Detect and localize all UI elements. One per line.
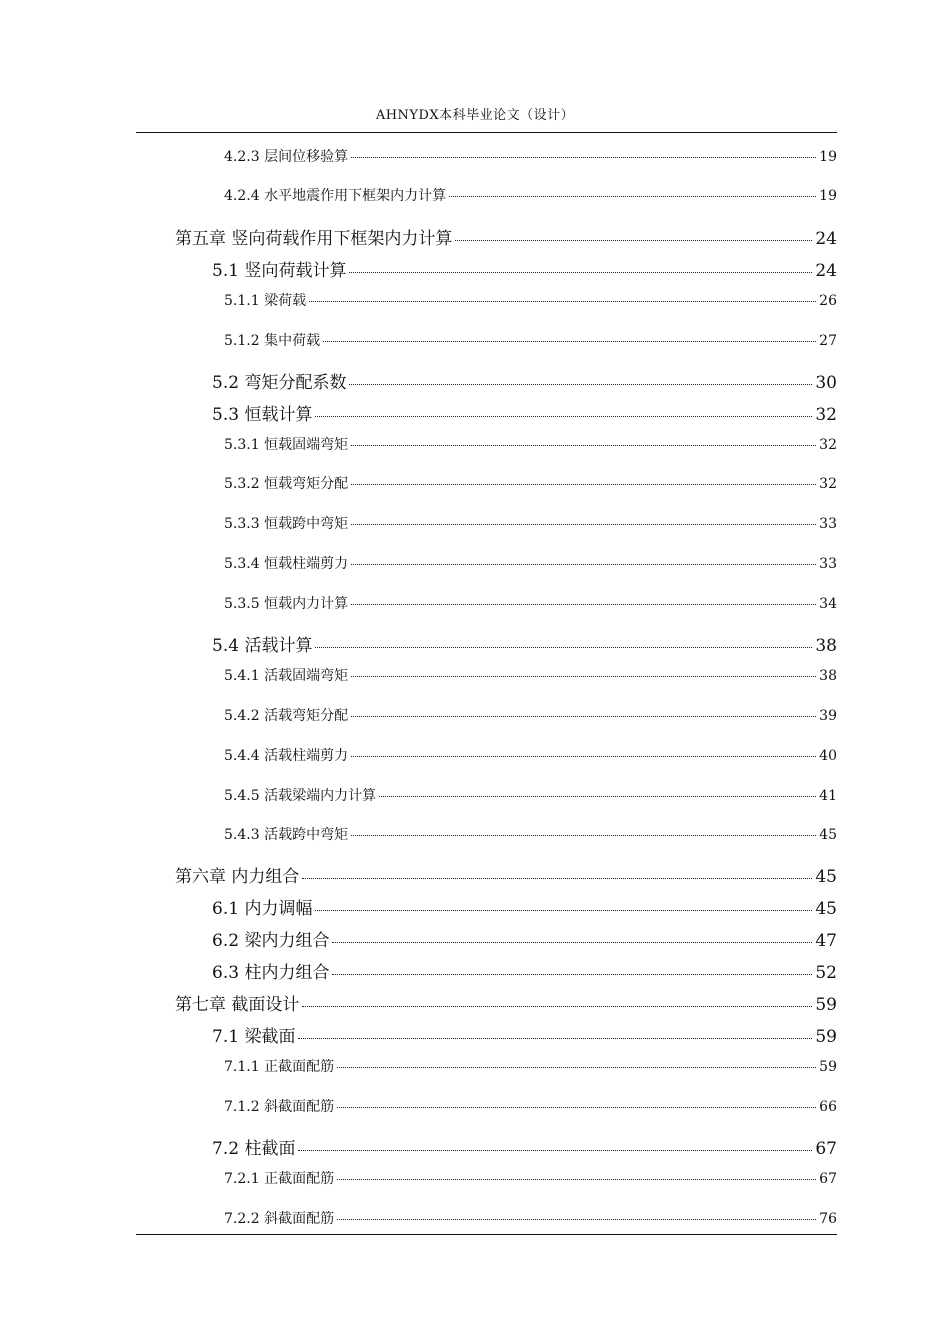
toc-entry-label: 5.4.3 活载跨中弯矩	[224, 827, 349, 843]
toc-entry-label: 第五章 竖向荷载作用下框架内力计算	[175, 229, 453, 249]
toc-entry[interactable]	[224, 513, 837, 533]
toc-dot-leader	[351, 157, 816, 158]
toc-dot-leader	[315, 416, 812, 417]
toc-entry-page: 32	[819, 476, 837, 492]
toc-entry[interactable]	[224, 705, 837, 725]
toc-entry-label: 5.4 活载计算	[212, 636, 313, 656]
toc-dot-leader	[351, 484, 816, 485]
toc-entry-label: 5.3.2 恒载弯矩分配	[224, 476, 349, 492]
toc-dot-leader	[309, 301, 816, 302]
toc-entry-page: 38	[815, 636, 837, 656]
toc-dot-leader	[298, 1150, 812, 1151]
toc-dot-leader	[315, 647, 812, 648]
toc-entry-label: 5.1.1 梁荷载	[224, 293, 307, 309]
toc-entry-label: 5.3.3 恒载跨中弯矩	[224, 516, 349, 532]
toc-entry-label: 5.4.5 活载梁端内力计算	[224, 788, 377, 804]
toc-entry[interactable]	[224, 1208, 837, 1228]
toc-entry-page: 32	[815, 405, 837, 425]
toc-entry-page: 40	[819, 748, 837, 764]
toc-dot-leader	[351, 524, 816, 525]
toc-dot-leader	[302, 878, 812, 879]
toc-entry-page: 39	[819, 708, 837, 724]
toc-entry-label: 第六章 内力组合	[175, 867, 300, 887]
toc-entry-label: 5.4.1 活载固端弯矩	[224, 668, 349, 684]
footer-rule	[136, 1234, 837, 1235]
toc-entry-page: 66	[819, 1099, 837, 1115]
toc-entry-page: 38	[819, 668, 837, 684]
toc-entry-page: 34	[819, 596, 837, 612]
toc-entry-page: 24	[815, 229, 837, 249]
toc-entry-page: 52	[815, 963, 837, 983]
toc-entry[interactable]	[224, 290, 837, 310]
toc-entry[interactable]	[212, 894, 837, 919]
toc-dot-leader	[351, 676, 816, 677]
toc-entry-label: 5.3.5 恒载内力计算	[224, 596, 349, 612]
toc-dot-leader	[315, 910, 812, 911]
toc-dot-leader	[379, 796, 816, 797]
toc-dot-leader	[351, 835, 816, 836]
toc-entry-page: 27	[819, 333, 837, 349]
toc-dot-leader	[323, 341, 816, 342]
toc-entry-label: 5.4.4 活载柱端剪力	[224, 748, 349, 764]
toc-entry-label: 7.2 柱截面	[212, 1139, 296, 1159]
toc-entry-label: 7.2.1 正截面配筋	[224, 1171, 335, 1187]
toc-entry-label: 5.4.2 活载弯矩分配	[224, 708, 349, 724]
toc-entry[interactable]	[212, 1022, 837, 1047]
toc-entry[interactable]	[224, 330, 837, 350]
toc-dot-leader	[351, 604, 816, 605]
toc-entry[interactable]	[224, 593, 837, 613]
toc-dot-leader	[351, 564, 816, 565]
toc-dot-leader	[337, 1107, 816, 1108]
toc-entry-page: 45	[815, 867, 837, 887]
toc-entry[interactable]	[224, 553, 837, 573]
toc-dot-leader	[337, 1179, 816, 1180]
toc-entry-page: 30	[815, 373, 837, 393]
page-header: AHNYDX本科毕业论文（设计）	[375, 108, 575, 123]
toc-entry[interactable]	[224, 185, 837, 205]
toc-entry[interactable]	[175, 224, 837, 249]
toc-dot-leader	[302, 1006, 812, 1007]
toc-dot-leader	[332, 942, 812, 943]
toc-dot-leader	[337, 1067, 816, 1068]
toc-entry[interactable]	[212, 631, 837, 656]
toc-dot-leader	[332, 974, 812, 975]
toc-entry-label: 5.3 恒载计算	[212, 405, 313, 425]
toc-dot-leader	[298, 1038, 812, 1039]
toc-entry-page: 19	[819, 149, 837, 165]
toc-dot-leader	[349, 384, 812, 385]
toc-entry[interactable]	[224, 473, 837, 493]
toc-entry-label: 7.1 梁截面	[212, 1027, 296, 1047]
toc-entry[interactable]	[175, 990, 837, 1015]
toc-entry[interactable]	[212, 368, 837, 393]
toc-entry-page: 26	[819, 293, 837, 309]
toc-entry-page: 33	[819, 516, 837, 532]
toc-entry-label: 7.1.1 正截面配筋	[224, 1059, 335, 1075]
toc-entry-label: 5.3.1 恒载固端弯矩	[224, 437, 349, 453]
toc-dot-leader	[351, 445, 816, 446]
toc-entry-page: 67	[815, 1139, 837, 1159]
toc-entry-page: 47	[815, 931, 837, 951]
toc-entry-page: 32	[819, 437, 837, 453]
toc-dot-leader	[449, 196, 816, 197]
toc-entry[interactable]	[224, 1096, 837, 1116]
toc-entry-label: 5.1.2 集中荷载	[224, 333, 321, 349]
toc-entry-page: 76	[819, 1211, 837, 1227]
toc-entry-page: 59	[815, 1027, 837, 1047]
toc-entry-page: 33	[819, 556, 837, 572]
toc-entry[interactable]	[224, 1168, 837, 1188]
toc-entry-label: 4.2.3 层间位移验算	[224, 149, 349, 165]
toc-entry[interactable]	[224, 1056, 837, 1076]
toc-entry[interactable]	[224, 434, 837, 454]
toc-entry-label: 7.1.2 斜截面配筋	[224, 1099, 335, 1115]
toc-entry-label: 5.1 竖向荷载计算	[212, 261, 347, 281]
toc-entry[interactable]	[212, 926, 837, 951]
toc-entry[interactable]	[224, 824, 837, 844]
toc-entry-label: 第七章 截面设计	[175, 995, 300, 1015]
toc-entry-page: 24	[815, 261, 837, 281]
toc-entry-page: 59	[815, 995, 837, 1015]
toc-entry-page: 19	[819, 188, 837, 204]
toc-entry[interactable]	[224, 146, 837, 166]
toc-entry-label: 6.2 梁内力组合	[212, 931, 330, 951]
toc-entry[interactable]	[212, 400, 837, 425]
toc-entry-label: 7.2.2 斜截面配筋	[224, 1211, 335, 1227]
toc-entry-page: 41	[819, 788, 837, 804]
toc-entry-label: 5.2 弯矩分配系数	[212, 373, 347, 393]
toc-dot-leader	[351, 756, 816, 757]
toc-entry[interactable]	[224, 745, 837, 765]
toc-entry[interactable]	[212, 1134, 837, 1159]
toc-entry-page: 45	[819, 827, 837, 843]
toc-entry-label: 6.1 内力调幅	[212, 899, 313, 919]
toc-entry[interactable]	[212, 958, 837, 983]
toc-entry-label: 6.3 柱内力组合	[212, 963, 330, 983]
toc-entry[interactable]	[224, 785, 837, 805]
toc-entry[interactable]	[175, 862, 837, 887]
toc-entry-page: 67	[819, 1171, 837, 1187]
toc-dot-leader	[351, 716, 816, 717]
toc-dot-leader	[455, 240, 812, 241]
toc-dot-leader	[349, 272, 812, 273]
toc-dot-leader	[337, 1219, 816, 1220]
toc-entry-label: 4.2.4 水平地震作用下框架内力计算	[224, 188, 447, 204]
toc-entry[interactable]	[224, 665, 837, 685]
toc-entry[interactable]	[212, 256, 837, 281]
toc-entry-page: 45	[815, 899, 837, 919]
toc-entry-page: 59	[819, 1059, 837, 1075]
toc-entry-label: 5.3.4 恒载柱端剪力	[224, 556, 349, 572]
